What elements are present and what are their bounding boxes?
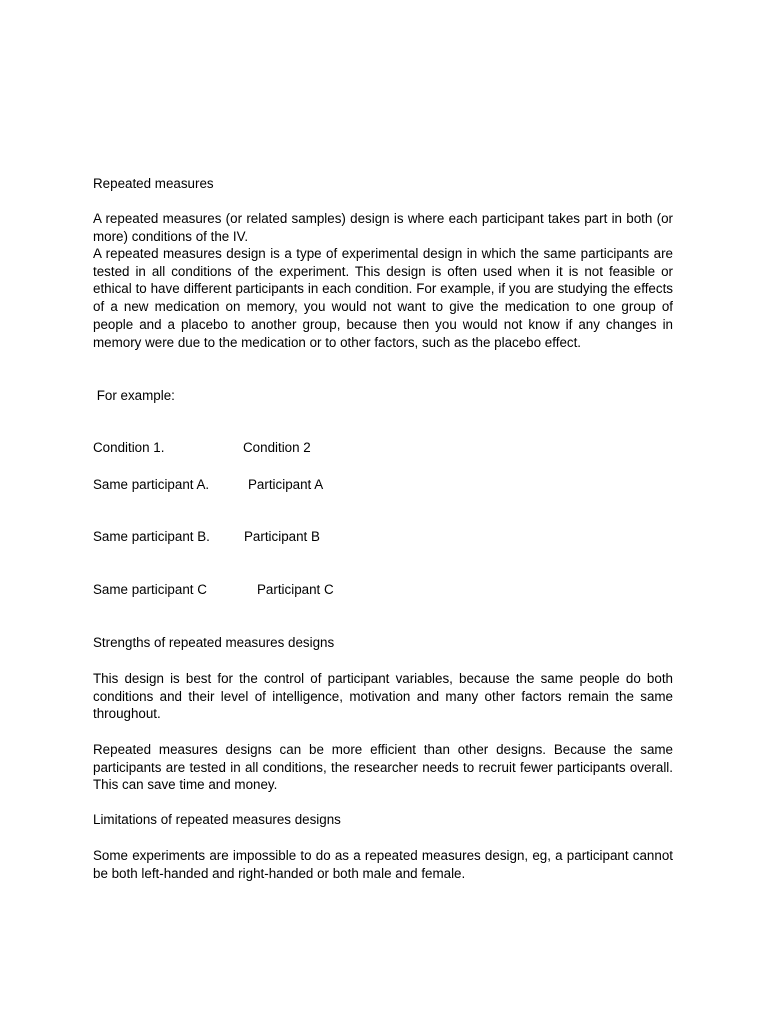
strengths-heading: Strengths of repeated measures designs [93,635,335,650]
limitations-heading: Limitations of repeated measures designs [93,812,341,827]
limitations-paragraph-1: Some experiments are impossible to do as a repeated measures design, eg, a participant cannot be both left-handed and right-handed or both male and female. [93,848,673,881]
document-title: Repeated measures [93,176,214,191]
example-label: For example: [93,388,175,403]
table-header-condition-1: Condition 1. [93,440,165,455]
table-cell: Same participant A. [93,477,210,492]
table-cell: Participant B [244,529,320,544]
table-cell: Participant A [248,477,324,492]
table-header-condition-2: Condition 2 [243,440,311,455]
table-cell: Same participant C [93,582,207,597]
intro-paragraph-2: A repeated measures design is a type of experimental design in which the same participants are tested in all conditions of the experiment. This design is often used when it is not feasible or ethical to have different participants in each condition. For example, if you are studying the effects of a new medication on memory, you would not want to give the medication to one group of people and a placebo to another group, because then you would not know if any changes in memory were due to the medication or to other factors, such as the placebo effect. [93,246,673,350]
table-cell: Same participant B. [93,529,210,544]
table-cell: Participant C [257,582,334,597]
strengths-paragraph-1: This design is best for the control of participant variables, because the same people do both conditions and their level of intelligence, motivation and many other factors remain the same throughout. [93,671,673,722]
intro-paragraph-1: A repeated measures (or related samples) design is where each participant takes part in both (or more) conditions of the IV. [93,211,673,244]
strengths-paragraph-2: Repeated measures designs can be more efficient than other designs. Because the same participants are tested in all conditions, the researcher needs to recruit fewer participants overall. This can save time and money. [93,742,673,793]
